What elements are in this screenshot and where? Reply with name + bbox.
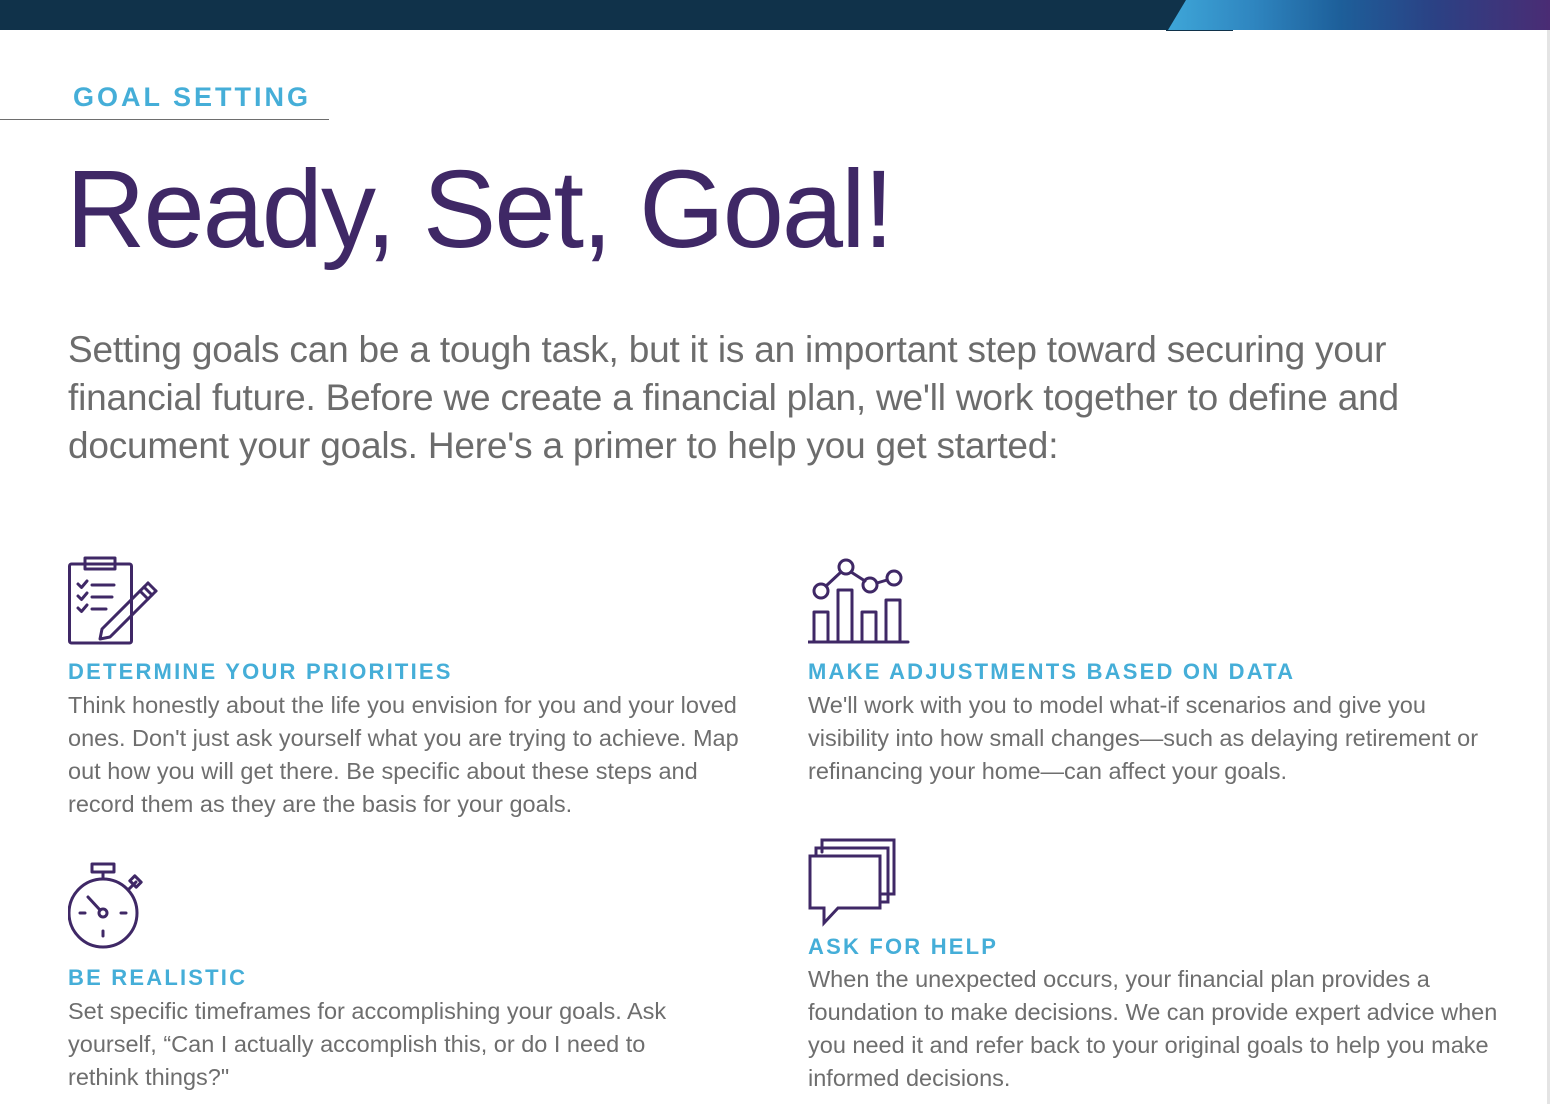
stopwatch-icon (68, 862, 144, 952)
tip-body: Set specific timeframes for accomplishing your goals. Ask yourself, “Can I actually accomplish this, or do I need to rethink things?" (68, 998, 667, 1090)
tip-heading: MAKE ADJUSTMENTS BASED ON DATA (808, 659, 1296, 684)
top-gradient-accent (1168, 0, 1550, 30)
tip-card-data (808, 556, 1498, 796)
tip-card-priorities (68, 556, 758, 826)
bar-line-chart-icon (808, 556, 910, 648)
tip-body: We'll work with you to model what-if scenarios and give you visibility into how small changes—such as delaying retirement or refinancing your home—can affect your goals. (808, 692, 1479, 784)
top-accent-line (1166, 30, 1233, 31)
tip-card-realistic (68, 862, 758, 1102)
tip-body: When the unexpected occurs, your financial plan provides a foundation to make decisions. We can provide expert advice when you need it and refer back to your original goals to help you make informed decisions. (808, 966, 1498, 1091)
chat-bubbles-icon (808, 838, 898, 928)
intro-paragraph: Setting goals can be a tough task, but it is an important step toward securing your financial future. Before we create a financial plan, we'll work together to define and document your goals. Here's a primer to help you get started: (68, 329, 1399, 466)
tip-body: Think honestly about the life you envision for you and your loved ones. Don't just ask yourself what you are trying to achieve. Map out how you will get there. Be specific about these steps and record them as they are the basis for your goals. (68, 692, 739, 817)
tip-heading: DETERMINE YOUR PRIORITIES (68, 659, 453, 684)
section-label-rule (0, 119, 329, 120)
tip-heading: ASK FOR HELP (808, 934, 999, 959)
tip-heading: BE REALISTIC (68, 965, 248, 990)
section-label: GOAL SETTING (73, 82, 312, 112)
page-title: Ready, Set, Goal! (66, 148, 893, 271)
tip-card-help (808, 838, 1498, 1104)
clipboard-checklist-icon (68, 556, 158, 648)
